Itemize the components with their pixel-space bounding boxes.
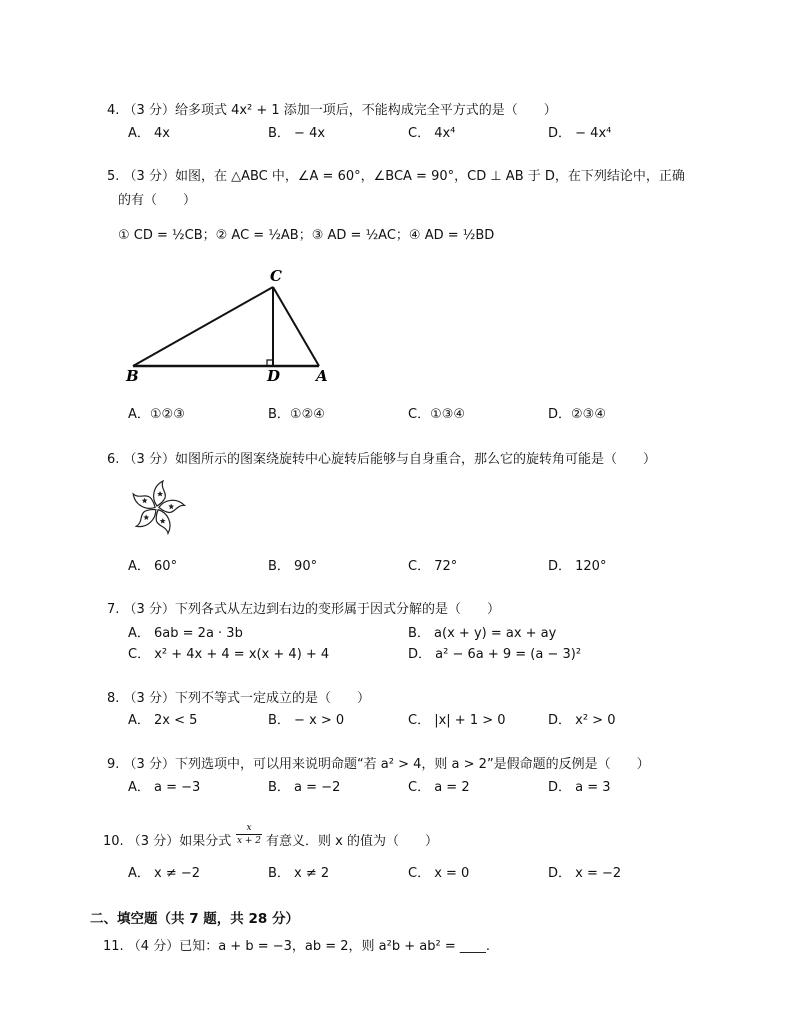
q4-stem: 4. （3 分）给多项式 4x² + 1 添加一项后，不能构成完全平方式的是（ ） — [107, 103, 557, 118]
triangle-figure — [118, 260, 348, 385]
q5-stem-line2: 的有（ ） — [118, 193, 197, 208]
q7-option-c: C． x² + 4x + 4 = x(x + 4) + 4 — [128, 647, 330, 662]
q5-stem-line1: 5. （3 分）如图，在 △ABC 中，∠A = 60°，∠BCA = 90°，CD ⊥ AB 于 D，在下列结论中，正确 — [107, 169, 685, 184]
section-title-fill-in: 二、填空题（共 7 题，共 28 分） — [90, 911, 299, 927]
q11-stem: 11. （4 分）已知：a + b = −3，ab = 2，则 a²b + ab² = ____. — [103, 939, 490, 954]
q7-option-b: B． a(x + y) = ax + ay — [408, 626, 557, 641]
label-d: D — [267, 367, 281, 385]
label-b: B — [126, 367, 139, 385]
q9-option-a: A． a = −3 — [128, 780, 201, 795]
bauhinia-flower-icon — [122, 476, 192, 540]
q8-option-b: B． − x > 0 — [268, 713, 345, 728]
q5-option-d: D．②③④ — [548, 407, 606, 422]
q6-option-c: C． 72° — [408, 559, 458, 574]
label-a: A — [316, 367, 328, 385]
fraction-denominator: x + 2 — [236, 836, 262, 846]
q10-option-c: C． x = 0 — [408, 866, 470, 881]
q7-stem: 7. （3 分）下列各式从左边到右边的变形属于因式分解的是（ ） — [107, 602, 500, 617]
q10-option-d: D． x = −2 — [548, 866, 622, 881]
q9-option-d: D． a = 3 — [548, 780, 611, 795]
q5-option-b: B．①②④ — [268, 407, 325, 422]
q7-option-a: A． 6ab = 2a · 3b — [128, 626, 243, 641]
q9-stem: 9. （3 分）下列选项中，可以用来说明命题“若 a² > 4，则 a > 2”是假命题的反例是（ ） — [107, 757, 650, 772]
q6-option-b: B． 90° — [268, 559, 318, 574]
segment-bc — [133, 287, 273, 366]
segment-ca — [273, 287, 319, 366]
q10-option-b: B． x ≠ 2 — [268, 866, 330, 881]
q10-stem-suffix: 有意义．则 x 的值为（ ） — [266, 834, 438, 849]
q6-option-a: A． 60° — [128, 559, 178, 574]
q7-option-d: D． a² − 6a + 9 = (a − 3)² — [408, 647, 582, 662]
q10-fraction — [236, 823, 262, 846]
q4-option-c: C． 4x⁴ — [408, 126, 456, 141]
q4-option-b: B． − 4x — [268, 126, 326, 141]
label-c: C — [270, 267, 282, 285]
q9-option-c: C． a = 2 — [408, 780, 470, 795]
q8-option-d: D． x² > 0 — [548, 713, 616, 728]
q5-option-a: A．①②③ — [128, 407, 185, 422]
q8-stem: 8. （3 分）下列不等式一定成立的是（ ） — [107, 691, 370, 706]
q9-option-b: B． a = −2 — [268, 780, 341, 795]
q4-option-a: A． 4x — [128, 126, 170, 141]
q5-statements: ① CD = ½CB；② AC = ½AB；③ AD = ½AC；④ AD = ½BD — [118, 228, 495, 243]
q10-stem-prefix: 10. （3 分）如果分式 — [103, 834, 232, 849]
q8-option-a: A． 2x < 5 — [128, 713, 198, 728]
fraction-numerator: x — [236, 823, 262, 835]
q4-option-d: D． − 4x⁴ — [548, 126, 612, 141]
q10-option-a: A． x ≠ −2 — [128, 866, 201, 881]
q6-option-d: D． 120° — [548, 559, 607, 574]
q8-option-c: C． |x| + 1 > 0 — [408, 713, 506, 728]
q5-option-c: C．①③④ — [408, 407, 466, 422]
q6-stem: 6. （3 分）如图所示的图案绕旋转中心旋转后能够与自身重合，那么它的旋转角可能是（ ） — [107, 452, 656, 467]
